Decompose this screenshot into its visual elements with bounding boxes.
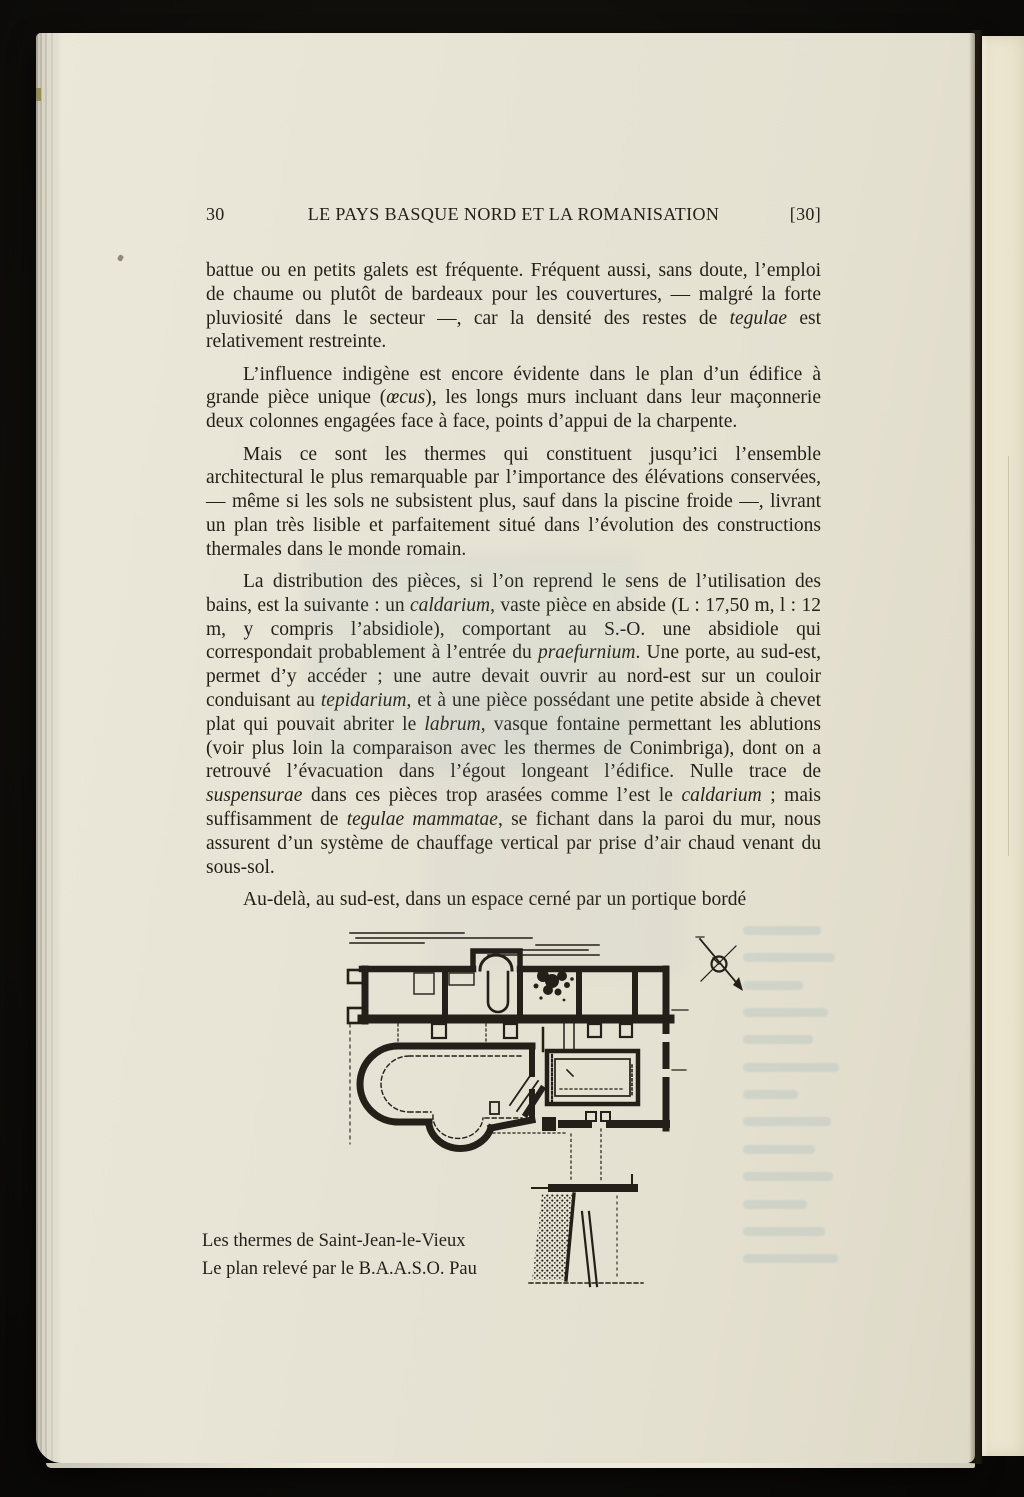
running-header [206, 203, 821, 225]
ghost-line [743, 1090, 798, 1099]
ghost-line [743, 1145, 815, 1154]
ghost-line [743, 1063, 839, 1072]
page-edge-stack [36, 33, 62, 1463]
page-number-left: 30 [206, 204, 225, 224]
figure-thermes-plan [202, 924, 821, 1302]
paragraph-2: L’influence indigène est encore évidente dans le plan d’un édifice à grande pièce unique (œcus), les longs murs incluant dans leur maçonnerie deux colonnes engagées face à face, points d’appui de la charpente. [206, 363, 821, 433]
paragraph-1: battue ou en petits galets est fréquente. Fréquent aussi, sans doute, l’emploi de chaume ou plutôt de bardeaux pour les couvertures, — malgré la forte pluviosité dans le secteur —, car la densité des restes de tegulae est relativement restreinte. [206, 260, 821, 353]
ghost-line [743, 926, 821, 935]
paragraph-4: La distribution des pièces, si l’on reprend le sens de l’utilisation des bains, est la suivante : un caldarium, vaste pièce en abside (L : 17,50 m, l : 12 m, y compris l’absidiole), comportant au S.-O. une absidiole qui correspondait probablement à l’entrée du praefurnium. Une porte, au sud-est, permet d’y accéder ; une autre devait ouvrir au nord-est sur un couloir conduisant au tepidarium, et à une pièce possédant une petite abside à chevet plat qui pouvait abriter le labrum, vasque fontaine permettant les ablutions (voir plus loin la comparaison avec les thermes de Conimbriga), dont on a retrouvé l’évacuation dans l’égout longeant l’édifice. Nulle trace de suspensurae dans ces pièces trop arasées comme l’est le caldarium ; mais suffisamment de tegulae mammatae, se fichant dans la paroi du mur, nous assurent d’un système de chauffage vertical par prise d’air chaud venant du sous-sol. [206, 571, 822, 878]
figure-caption [202, 1227, 477, 1284]
ghost-line [743, 1008, 828, 1017]
show-through-text [743, 926, 845, 1282]
page-content [36, 33, 975, 1302]
caption-line2: Le plan relevé par le B.A.A.S.O. Pau [202, 1259, 477, 1280]
next-page-edge [982, 36, 1024, 1456]
edge-mark [36, 88, 41, 101]
ghost-line [743, 1035, 813, 1044]
ghost-line [743, 1117, 831, 1126]
ghost-line [743, 1172, 833, 1181]
book-page [36, 33, 975, 1463]
ghost-line [743, 1200, 807, 1209]
ghost-line [743, 953, 835, 962]
paragraph-5: Au-delà, au sud-est, dans un espace cerné par un portique bordé [243, 888, 747, 910]
page-crease [1008, 456, 1009, 856]
paragraph-3: Mais ce sont les thermes qui constituent jusqu’ici l’ensemble architectural le plus remarquable par l’importance des élévations conservées, — même si les sols ne subsistent plus, sauf dans la piscine froide —, livrant un plan très lisible et parfaitement situé dans l’évolution des constructions thermales dans le monde romain. [206, 443, 821, 560]
page-gutter-shadow [969, 30, 983, 1464]
ghost-line [743, 981, 803, 990]
ghost-line [743, 1254, 838, 1263]
ghost-line [743, 1227, 825, 1236]
running-title: LE PAYS BASQUE NORD ET LA ROMANISATION [307, 204, 720, 224]
caption-line1: Les thermes de Saint-Jean-le-Vieux [202, 1230, 466, 1251]
page-number-bracket: [30] [789, 204, 821, 224]
